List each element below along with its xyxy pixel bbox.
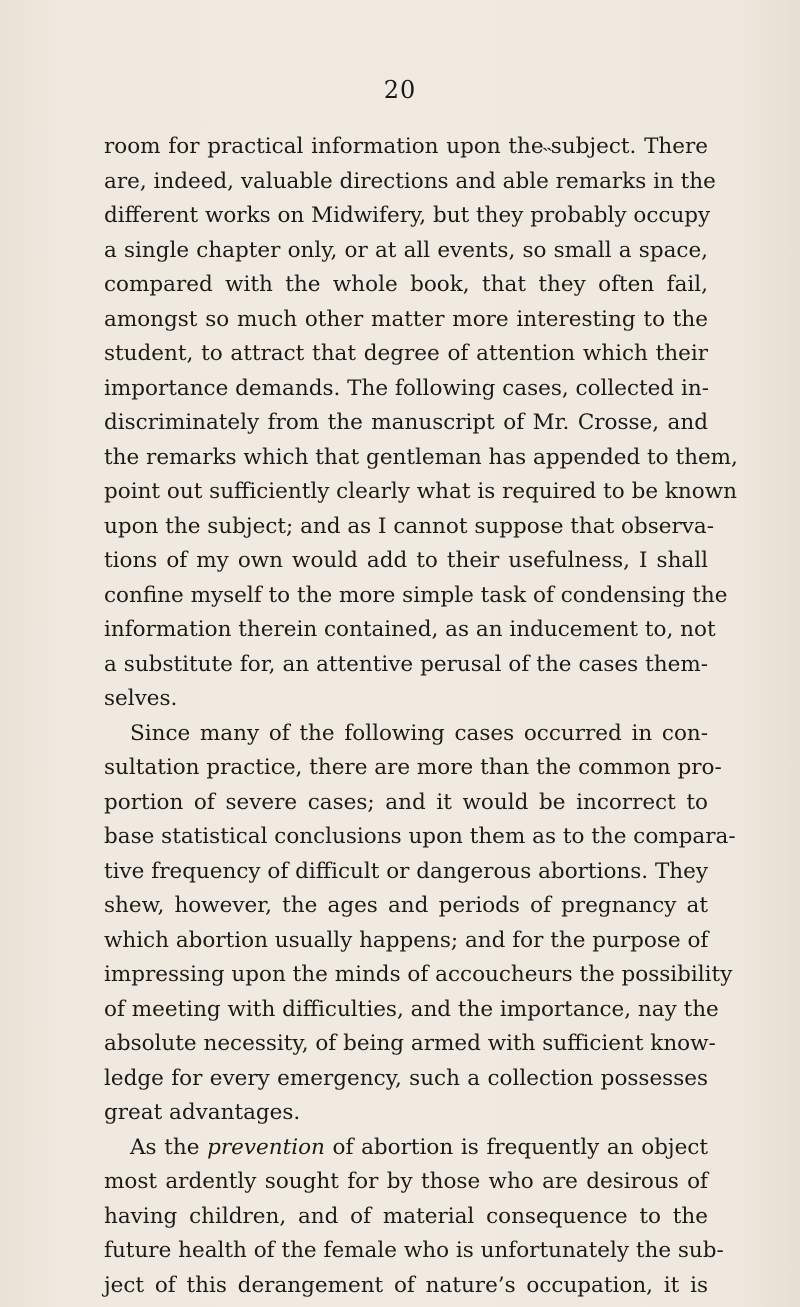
body-text xyxy=(104,130,738,1303)
text-line: upon the subject; and as I cannot suppose that observa- xyxy=(104,513,715,539)
text-line: of meeting with difficulties, and the importance, nay the xyxy=(104,996,719,1022)
text-line: a substitute for, an attentive perusal of the cases them- xyxy=(104,651,708,677)
text-line: information therein contained, as an inducement to, not xyxy=(104,617,716,642)
italic-word: prevention xyxy=(207,1134,325,1160)
text-line: discriminately from the manuscript of Mr. Crosse, and xyxy=(104,410,708,435)
text-line: future health of the female who is unfortunately the sub- xyxy=(104,1238,724,1263)
text-line: the remarks which that gentleman has appended to them, xyxy=(104,444,738,470)
text-line: different works on Midwifery, but they probably occupy xyxy=(104,203,711,228)
text-line: point out sufficiently clearly what is required to be known xyxy=(104,479,737,504)
text-line-with-italic xyxy=(104,1131,708,1166)
text-line: tive frequency of difficult or dangerous abortions. They xyxy=(104,858,708,884)
text-line: most ardently sought for by those who are desirous of xyxy=(104,1169,708,1194)
text-line: having children, and of material consequence to the xyxy=(104,1203,708,1229)
text-line: ject of this derangement of nature’s occupation, it is xyxy=(104,1272,708,1298)
text-line: absolute necessity, of being armed with sufficient know- xyxy=(104,1031,716,1056)
text-line: a single chapter only, or at all events, so small a space, xyxy=(104,237,708,263)
text-line: sultation practice, there are more than the common pro- xyxy=(104,755,722,780)
text-line: are, indeed, valuable directions and able remarks in the xyxy=(104,168,716,194)
text-line: student, to attract that degree of attention which their xyxy=(104,341,708,366)
page-number: 20 xyxy=(383,76,417,104)
text-line: which abortion usually happens; and for the purpose of xyxy=(104,927,709,953)
text-segment: of abortion is frequently an object xyxy=(324,1134,708,1160)
text-segment: As the xyxy=(130,1134,208,1160)
text-line: ledge for every emergency, such a collection possesses xyxy=(104,1065,708,1091)
text-line: great advantages. xyxy=(104,1100,301,1125)
text-line: confine myself to the more simple task of condensing the xyxy=(104,582,728,608)
text-line: shew, however, the ages and periods of pregnancy at xyxy=(104,893,708,918)
text-line: importance demands. The following cases, collected in- xyxy=(104,375,709,401)
text-line: base statistical conclusions upon them as to the compara- xyxy=(104,824,736,849)
text-line: room for practical information upon the˵subject. There xyxy=(104,134,708,159)
text-line: Since many of the following cases occurred in con- xyxy=(130,720,708,746)
text-line: selves. xyxy=(104,686,178,711)
text-line: amongst so much other matter more interesting to the xyxy=(104,306,708,332)
text-line: compared with the whole book, that they often fail, xyxy=(104,272,708,297)
text-line: portion of severe cases; and it would be incorrect to xyxy=(104,789,708,815)
text-line: tions of my own would add to their usefulness, I shall xyxy=(104,548,708,573)
text-line: impressing upon the minds of accoucheurs the possibility xyxy=(104,962,733,987)
